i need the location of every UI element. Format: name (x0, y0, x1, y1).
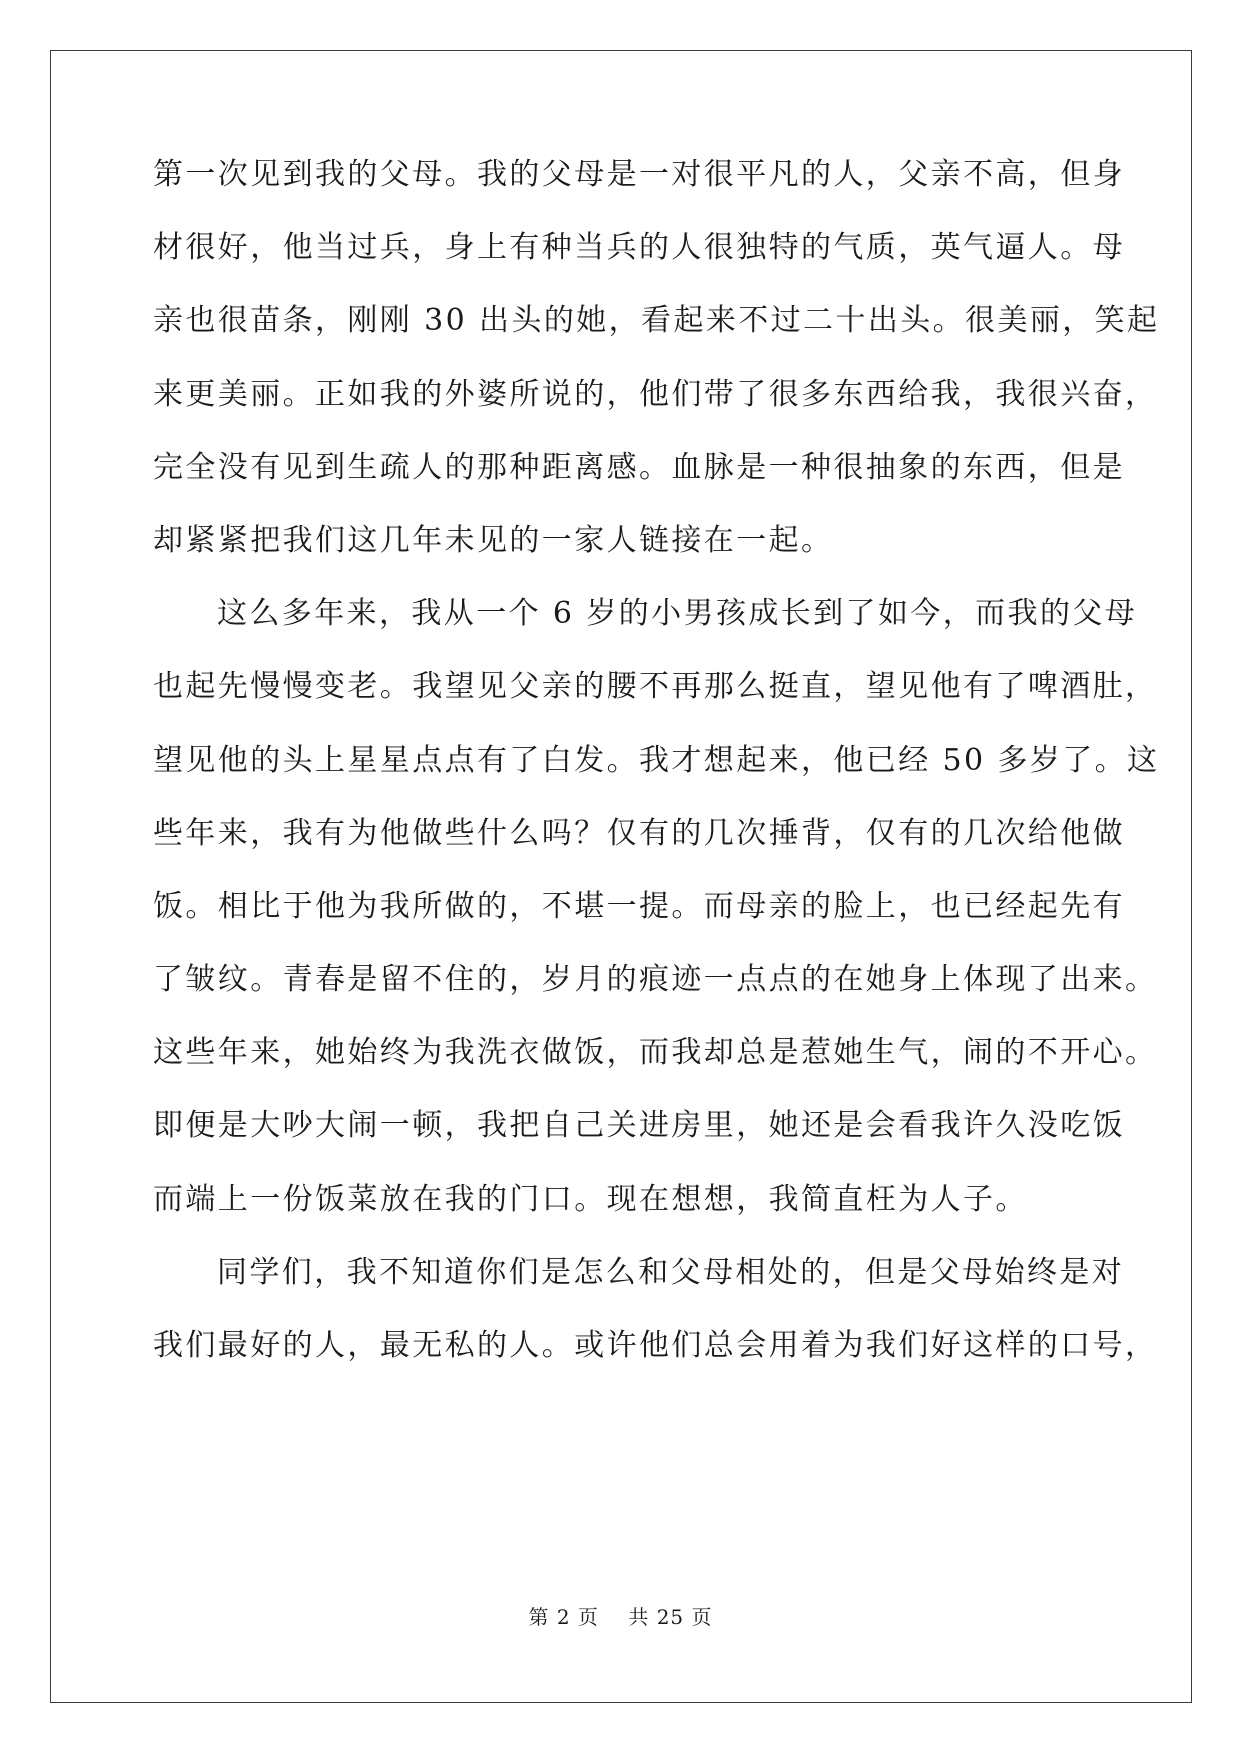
paragraph-line: 也起先慢慢变老。我望见父亲的腰不再那么挺直，望见他有了啤酒肚， (153, 669, 1158, 705)
paragraph-line: 这些年来，她始终为我洗衣做饭，而我却总是惹她生气，闹的不开心。 (153, 1035, 1158, 1071)
page-number: 第 2 页 共 25 页 (528, 1605, 713, 1629)
paragraph-line: 材很好，他当过兵，身上有种当兵的人很独特的气质，英气逼人。母 (153, 230, 1125, 266)
paragraph-line: 我们最好的人，最无私的人。或许他们总会用着为我们好这样的口号， (153, 1328, 1158, 1363)
paragraph-line: 来更美丽。正如我的外婆所说的，他们带了很多东西给我，我很兴奋， (153, 376, 1158, 412)
document-body (153, 157, 1160, 1404)
paragraph-line: 望见他的头上星星点点有了白发。我才想起来，他已经 50 多岁了。这 (153, 742, 1160, 778)
paragraph-line: 同学们，我不知道你们是怎么和父母相处的，但是父母始终是对 (217, 1254, 1125, 1290)
paragraph-line: 这么多年来，我从一个 6 岁的小男孩成长到了如今，而我的父母 (217, 596, 1138, 632)
paragraph-line: 而端上一份饭菜放在我的门口。现在想想，我简直枉为人子。 (153, 1181, 1028, 1217)
paragraph-line: 完全没有见到生疏人的那种距离感。血脉是一种很抽象的东西，但是 (153, 449, 1125, 485)
paragraph-line: 些年来，我有为他做些什么吗？仅有的几次捶背，仅有的几次给他做 (153, 815, 1125, 851)
paragraph-line: 亲也很苗条，刚刚 30 出头的她，看起来不过二十出头。很美丽，笑起 (153, 303, 1160, 339)
paragraph-line: 却紧紧把我们这几年未见的一家人链接在一起。 (153, 522, 834, 558)
paragraph-line: 第一次见到我的父母。我的父母是一对很平凡的人，父亲不高，但身 (153, 157, 1125, 192)
paragraph-line: 了皱纹。青春是留不住的，岁月的痕迹一点点的在她身上体现了出来。 (153, 962, 1158, 998)
paragraph-line: 饭。相比于他为我所做的，不堪一提。而母亲的脸上，也已经起先有 (153, 888, 1125, 924)
paragraph-line: 即便是大吵大闹一顿，我把自己关进房里，她还是会看我许久没吃饭 (153, 1108, 1125, 1144)
